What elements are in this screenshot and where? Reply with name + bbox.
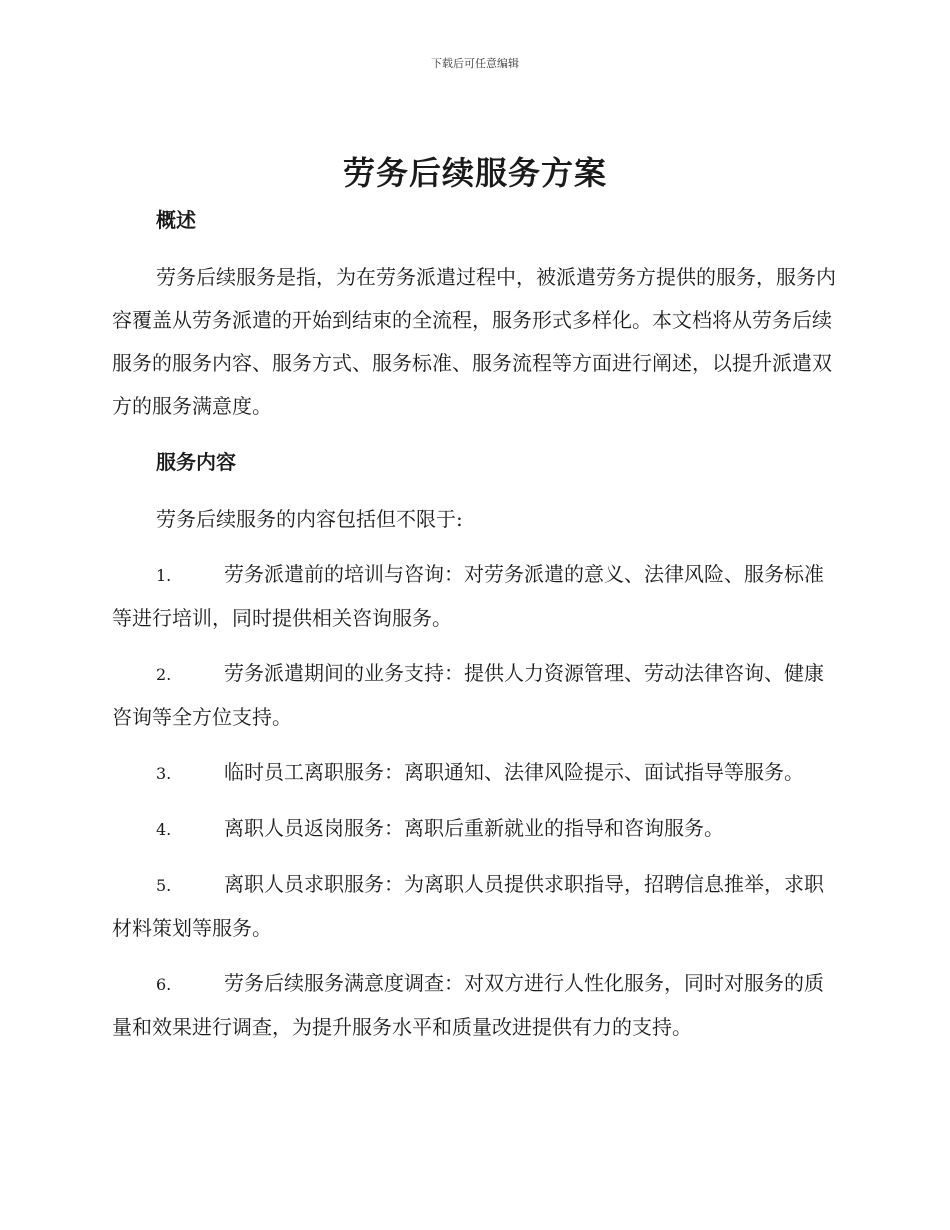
overview-paragraph: 劳务后续服务是指，为在劳务派遣过程中，被派遣劳务方提供的服务，服务内容覆盖从劳务派遣的开始到结束的全流程，服务形式多样化。本文档将从劳务后续服务的服务内容、服务方式、服务标准、服务流程等方面进行阐述，以提升派遣双方的服务满意度。 [112, 265, 836, 418]
list-item [112, 962, 836, 1049]
list-item-number: 5. [156, 876, 172, 895]
list-item [112, 553, 836, 640]
list-item-text: 临时员工离职服务：离职通知、法律风险提示、面试指导等服务。 [224, 760, 804, 784]
list-item-number: 6. [156, 975, 172, 994]
list-item-number: 2. [156, 665, 172, 684]
list-item-text: 劳务派遣前的培训与咨询：对劳务派遣的意义、法律风险、服务标准等进行培训，同时提供相关咨询服务。 [112, 562, 824, 630]
list-item-number: 1. [156, 566, 172, 585]
list-item [112, 652, 836, 739]
list-item-text: 劳务派遣期间的业务支持：提供人力资源管理、劳动法律咨询、健康咨询等全方位支持。 [112, 661, 824, 729]
page-header-note: 下载后可任意编辑 [431, 57, 519, 70]
list-item-number: 4. [156, 820, 172, 839]
section-heading-service-content: 服务内容 [156, 450, 236, 474]
list-item [112, 863, 836, 950]
section-heading-overview: 概述 [156, 208, 196, 232]
document-body [112, 202, 836, 1049]
list-item-text: 离职人员求职服务：为离职人员提供求职指导，招聘信息推举，求职材料策划等服务。 [112, 872, 824, 940]
list-item-text: 离职人员返岗服务：离职后重新就业的指导和咨询服务。 [224, 816, 724, 840]
document-title: 劳务后续服务方案 [342, 154, 607, 192]
list-item-text: 劳务后续服务满意度调查：对双方进行人性化服务，同时对服务的质量和效果进行调查，为提升服务水平和质量改进提供有力的支持。 [112, 971, 824, 1039]
service-content-intro: 劳务后续服务的内容包括但不限于: [156, 507, 463, 531]
list-item [112, 807, 836, 851]
list-item [112, 751, 836, 795]
list-item-number: 3. [156, 764, 172, 783]
